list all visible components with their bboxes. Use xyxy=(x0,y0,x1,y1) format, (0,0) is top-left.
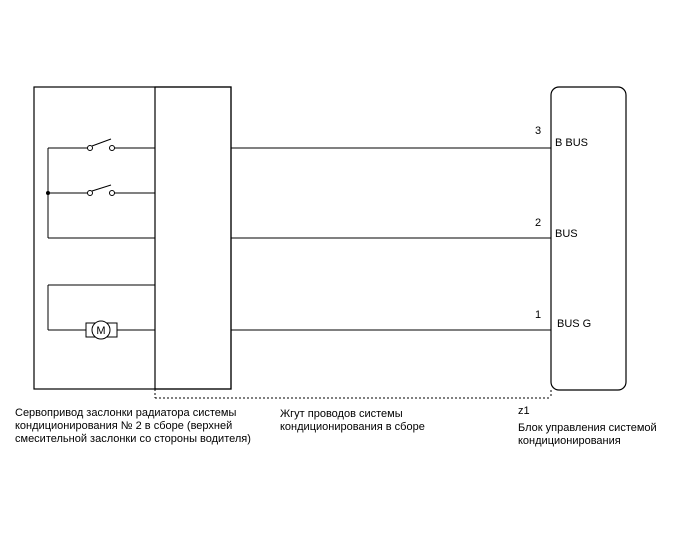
pin-number-2: 2 xyxy=(535,217,542,229)
switch-icon xyxy=(88,139,115,151)
motor-symbol: M xyxy=(96,325,106,337)
harness-connector-box xyxy=(155,87,231,389)
harness-caption: Жгут проводов системы кондиционирования в сборе xyxy=(280,408,425,433)
switch-icon xyxy=(88,185,115,196)
pin-label-b-bus: B BUS xyxy=(555,137,589,149)
motor-icon xyxy=(86,321,117,339)
connector-code: z1 xyxy=(518,405,530,417)
pin-label-bus-g: BUS G xyxy=(557,318,592,330)
ecu-caption: Блок управления системой кондиционирования xyxy=(518,422,657,447)
pin-number-3: 3 xyxy=(535,125,542,137)
pin-number-1: 1 xyxy=(535,309,542,321)
harness-bracket xyxy=(155,389,551,398)
wire-junction-dot xyxy=(46,191,50,195)
switch-circuit xyxy=(48,148,155,238)
servo-caption: Сервопривод заслонки радиатора системы кондиционирования № 2 в сборе (верхней смесительной заслонки со стороны водителя) xyxy=(15,407,251,445)
harness-wires xyxy=(231,148,551,330)
pin-label-bus: BUS xyxy=(555,228,578,240)
